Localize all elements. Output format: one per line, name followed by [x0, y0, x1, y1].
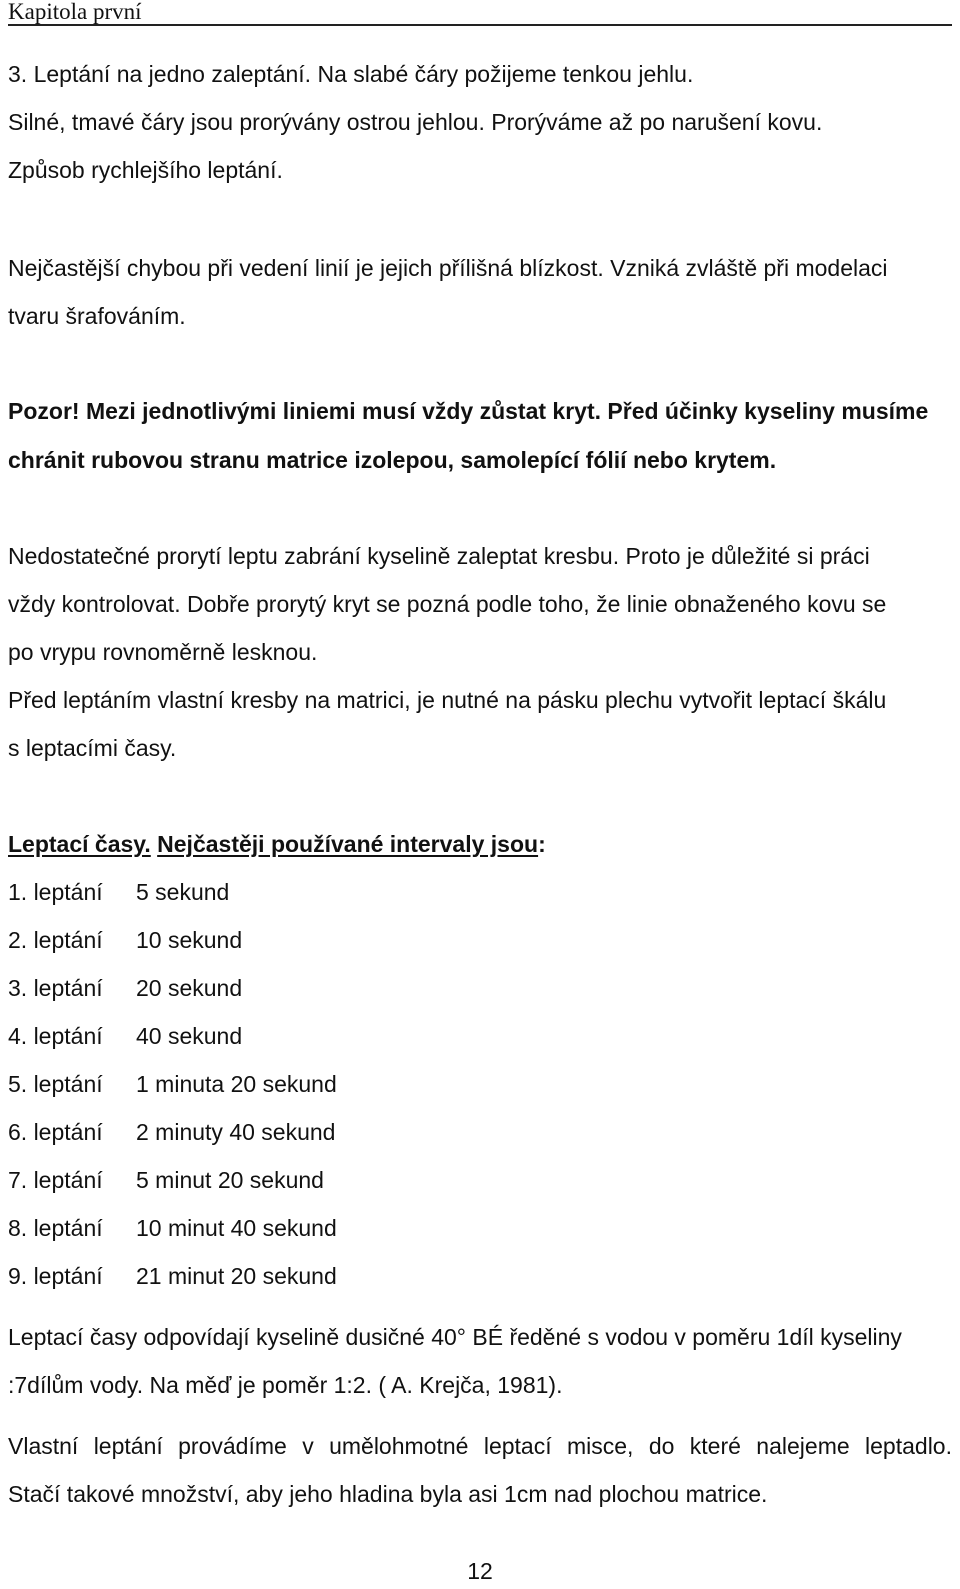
- interval-label: 8. leptání: [8, 1215, 103, 1241]
- interval-time: 1 minuta 20 sekund: [136, 1071, 337, 1097]
- interval-row: [8, 974, 242, 1002]
- interval-time: 10 sekund: [136, 927, 243, 953]
- paragraph-5-line-2: s leptacími časy.: [8, 735, 177, 761]
- intervals-heading-colon: :: [538, 831, 546, 857]
- interval-row: [8, 1262, 337, 1290]
- interval-row: [8, 1214, 337, 1242]
- interval-time: 5 sekund: [136, 879, 230, 905]
- paragraph-1-line-3: Způsob rychlejšího leptání.: [8, 157, 283, 183]
- interval-label: 9. leptání: [8, 1263, 103, 1289]
- interval-time: 5 minut 20 sekund: [136, 1167, 324, 1193]
- interval-row: [8, 1118, 335, 1146]
- interval-row: [8, 926, 242, 954]
- paragraph-1-line-2: Silné, tmavé čáry jsou prorývány ostrou jehlou. Prorýváme až po narušení kovu.: [8, 109, 823, 135]
- interval-time: 2 minuty 40 sekund: [136, 1119, 336, 1145]
- interval-row: [8, 1070, 337, 1098]
- interval-label: 3. leptání: [8, 975, 103, 1001]
- interval-label: 1. leptání: [8, 879, 103, 905]
- interval-label: 6. leptání: [8, 1119, 103, 1145]
- interval-label: 7. leptání: [8, 1167, 103, 1193]
- interval-label: 2. leptání: [8, 927, 103, 953]
- interval-time: 20 sekund: [136, 975, 243, 1001]
- paragraph-6-line-2: :7dílům vody. Na měď je poměr 1:2. ( A. Krejča, 1981).: [8, 1372, 563, 1398]
- interval-label: 5. leptání: [8, 1071, 103, 1097]
- intervals-heading-part-1: Leptací časy.: [8, 831, 151, 857]
- paragraph-4-line-3: po vrypu rovnoměrně lesknou.: [8, 639, 318, 665]
- interval-row: [8, 1022, 242, 1050]
- paragraph-4-line-2: vždy kontrolovat. Dobře prorytý kryt se pozná podle toho, že linie obnaženého kovu se: [8, 591, 887, 617]
- intervals-heading: [8, 830, 546, 858]
- paragraph-4-line-1: Nedostatečné prorytí leptu zabrání kyselině zaleptat kresbu. Proto je důležité si práci: [8, 543, 870, 569]
- intervals-heading-part-2: Nejčastěji používané intervaly jsou: [157, 831, 539, 857]
- paragraph-7-line-2: Stačí takové množství, aby jeho hladina byla asi 1cm nad plochou matrice.: [8, 1481, 768, 1507]
- interval-time: 40 sekund: [136, 1023, 243, 1049]
- paragraph-7-line-1: Vlastní leptání provádíme v umělohmotné leptací misce, do které nalejeme leptadlo.: [8, 1433, 952, 1459]
- interval-row: [8, 878, 229, 906]
- paragraph-2-line-2: tvaru šrafováním.: [8, 303, 186, 329]
- paragraph-2-line-1: Nejčastější chybou při vedení linií je jejich přílišná blízkost. Vzniká zvláště při modelaci: [8, 255, 888, 281]
- paragraph-5-line-1: Před leptáním vlastní kresby na matrici, je nutné na pásku plechu vytvořit leptací škálu: [8, 687, 887, 713]
- warning-line-2: chránit rubovou stranu matrice izolepou, samolepící fólií nebo krytem.: [8, 447, 777, 473]
- paragraph-6-line-1: Leptací časy odpovídají kyselině dusičné 40° BÉ ředěné s vodou v poměru 1díl kyseliny: [8, 1324, 902, 1350]
- page-number: 12: [467, 1558, 493, 1584]
- interval-time: 21 minut 20 sekund: [136, 1263, 337, 1289]
- paragraph-1-line-1: 3. Leptání na jedno zaleptání. Na slabé čáry požijeme tenkou jehlu.: [8, 61, 694, 87]
- warning-line-1: Pozor! Mezi jednotlivými liniemi musí vždy zůstat kryt. Před účinky kyseliny musíme: [8, 398, 929, 424]
- interval-row: [8, 1166, 324, 1194]
- chapter-header: Kapitola první: [8, 0, 952, 26]
- interval-time: 10 minut 40 sekund: [136, 1215, 337, 1241]
- interval-label: 4. leptání: [8, 1023, 103, 1049]
